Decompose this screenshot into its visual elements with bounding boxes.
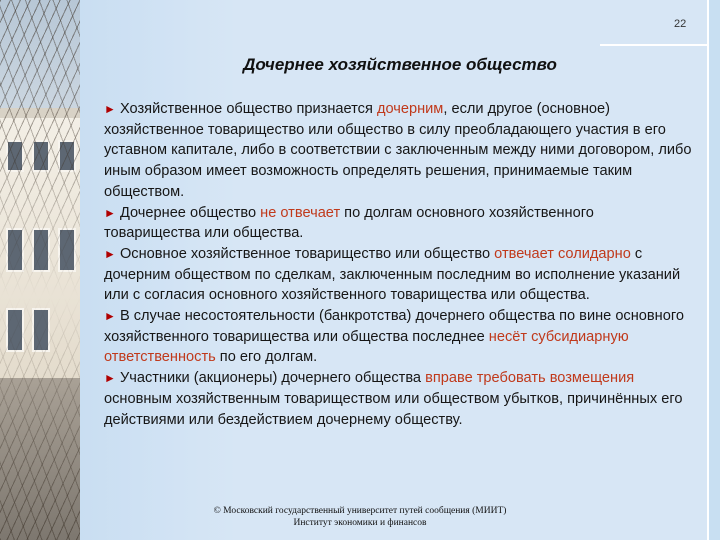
bullet-paragraph: [104, 99, 694, 203]
paragraph-text: Участники (акционеры) дочернего общества: [119, 370, 426, 387]
footer: [100, 505, 620, 529]
paragraph-text: Основное хозяйственное товарищество или общество: [119, 245, 495, 262]
paragraph-text: основным хозяйственным товариществом или обществом убытков, причинённых его действиями или бездействием дочернему обществу.: [104, 390, 683, 428]
tree-branches: [0, 0, 80, 540]
right-strip: [709, 0, 720, 540]
highlighted-term: дочерним: [376, 101, 444, 117]
slide-body: [104, 99, 694, 430]
paragraph-text: , если другое (основное) хозяйственное товарищество или общество в силу преобладающего участия в его уставном капитале, либо в соответствии с заключенным между ними договором, либо иным образом имеет возможность определять решения, принимаемые таким обществом.: [104, 101, 692, 200]
building-photo: [0, 0, 80, 540]
bullet-paragraph: [104, 244, 694, 306]
slide-title: Дочернее хозяйственное общество: [243, 55, 557, 74]
paragraph-text: по его долгам.: [215, 349, 318, 366]
bullet-paragraph: [104, 306, 694, 368]
paragraph-text: Хозяйственное общество признается: [119, 101, 377, 117]
bullet-arrow-icon: ►: [104, 102, 116, 116]
paragraph-text: по долгам основного хозяйственного товарищества или общества.: [104, 204, 594, 242]
highlighted-term: вправе требовать возмещения: [425, 370, 635, 387]
slide-border-horizontal: [600, 44, 720, 46]
highlighted-term: отвечает солидарно: [494, 245, 631, 262]
bullet-paragraph: [104, 203, 694, 244]
paragraph-text: В случае несостоятельности (банкротства) дочернего общества по вине основного хозяйственного товарищества или общества последнее: [104, 308, 684, 345]
paragraph-text: Дочернее общество: [119, 204, 261, 221]
bullet-arrow-icon: ►: [104, 246, 116, 261]
highlighted-term: несёт субсидиарную ответственность: [104, 328, 629, 366]
bullet-paragraph: [104, 368, 694, 430]
bullet-arrow-icon: ►: [104, 205, 116, 220]
bullet-arrow-icon: ►: [104, 309, 116, 324]
highlighted-term: не отвечает: [260, 204, 341, 221]
bullet-arrow-icon: ►: [104, 371, 116, 386]
footer-university: © Московский государственный университет путей сообщения (МИИТ): [213, 506, 507, 516]
page-number: 22: [674, 18, 687, 30]
paragraph-text: с дочерним обществом по сделкам, заключенным последним во исполнение указаний или с согласия основного хозяйственного товарищества или общества.: [104, 245, 681, 304]
footer-institute: Институт экономики и финансов: [293, 518, 427, 528]
